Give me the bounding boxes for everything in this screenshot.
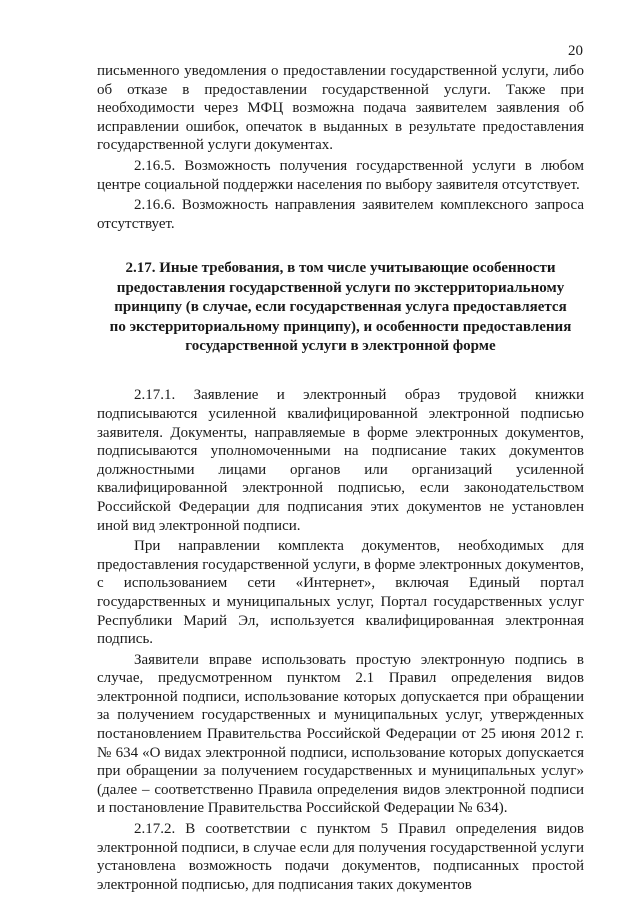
- section-heading-2-17: 2.17. Иные требования, в том числе учитывающие особенности предоставления государственной услуги по экстерриториальному принципу (в случае, если государственная услуга предоставляется по экстерриториальному принципу), и особенности предоставления государственной услуги в электронной форме: [109, 260, 572, 354]
- page-number: 20: [568, 43, 583, 59]
- paragraph-electronic-documents: При направлении комплекта документов, необходимых для предоставления государственной услуги, в форме электронных документов, с использованием сети «Интернет», включая Единый портал государственных и муниципальных услуг, Портал государственных услуг Республики Марий Эл, используется квалифицированная электронная подпись.: [97, 538, 584, 648]
- paragraph-2-17-2: 2.17.2. В соответствии с пунктом 5 Правил определения видов электронной подписи, в случае если для получения государственной услуги установлена возможность подачи документов, подписанных простой электронной подписью, для подписания таких документов: [97, 821, 584, 893]
- paragraph-2-16-5: 2.16.5. Возможность получения государственной услуги в любом центре социальной поддержки населения по выбору заявителя отсутствует.: [97, 157, 584, 193]
- document-body: [97, 62, 584, 894]
- paragraph-2-16-6: 2.16.6. Возможность направления заявителем комплексного запроса отсутствует.: [97, 197, 584, 232]
- paragraph-2-17-1: 2.17.1. Заявление и электронный образ трудовой книжки подписываются усиленной квалифицированной электронной подписью заявителя. Документы, направляемые в форме электронных документов, подписываются уполномоченными на подписание таких документов должностными лицами органов или организаций усиленной квалифицированной электронной подписью, если законодательством Российской Федерации для подписания этих документов не установлен иной вид электронной подписи.: [97, 387, 584, 534]
- paragraph-simple-signature: Заявители вправе использовать простую электронную подпись в случае, предусмотренном пунктом 2.1 Правил определения видов электронной подписи, использование которых допускается при обращении за получением государственных и муниципальных услуг, утвержденных постановлением Правительства Российской Федерации от 25 июня 2012 г. № 634 «О видах электронной подписи, использование которых допускается при обращении за получением государственных и муниципальных услуг» (далее – соответственно Правила определения видов электронной подписи и постановление Правительства Российской Федерации № 634).: [97, 651, 584, 817]
- paragraph-continuation: письменного уведомления о предоставлении государственной услуги, либо об отказе в предоставлении государственной услуги. Также при необходимости через МФЦ возможна подача заявителем заявления об исправлении ошибок, опечаток в выданных в результате предоставления государственной услуги документах.: [97, 63, 584, 154]
